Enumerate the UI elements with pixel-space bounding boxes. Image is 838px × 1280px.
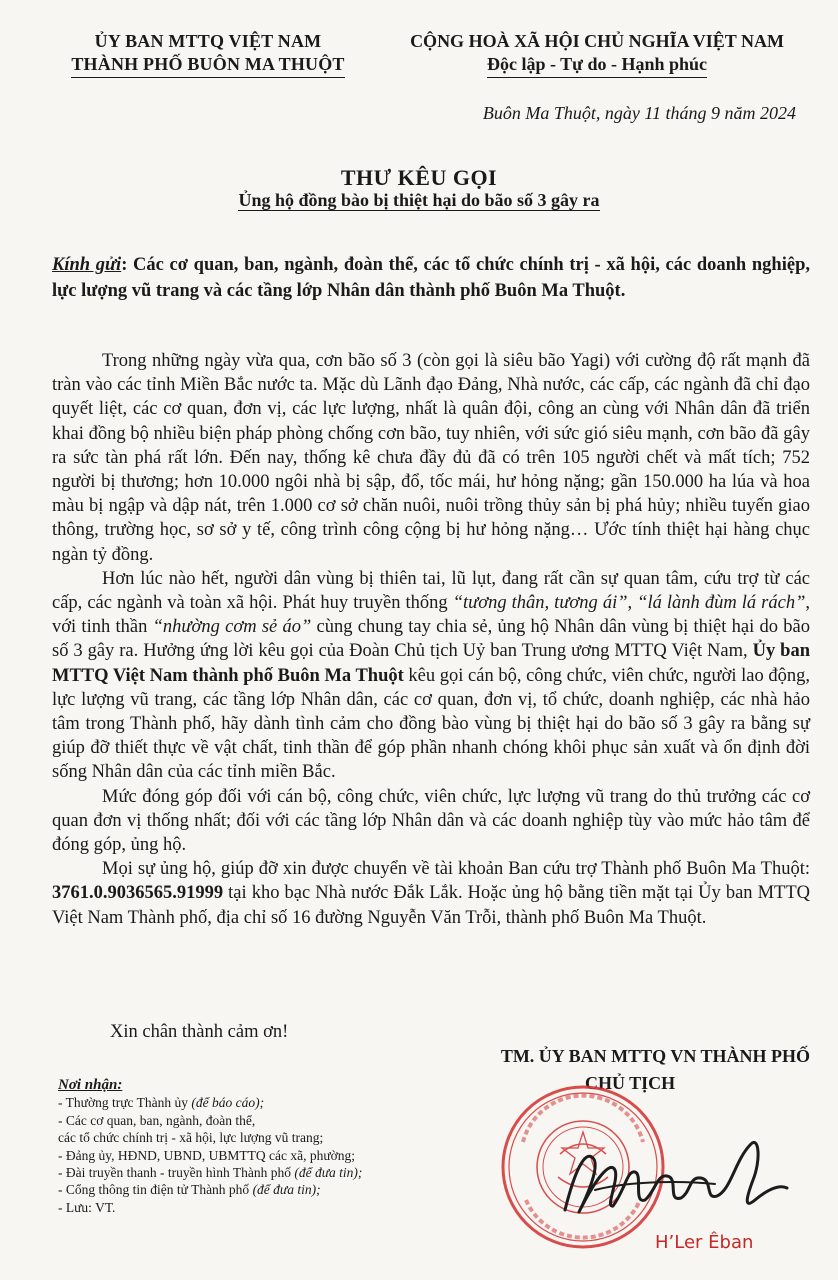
- paragraph-4: [52, 857, 810, 930]
- subtitle-text: Ủng hộ đồng bào bị thiệt hại do bão số 3 gây ra: [238, 190, 600, 210]
- signing-organization: TM. ỦY BAN MTTQ VN THÀNH PHỐ: [500, 1046, 810, 1066]
- handwritten-signature-icon: [555, 1130, 795, 1225]
- org-line-2: THÀNH PHỐ BUÔN MA THUỘT: [71, 53, 344, 78]
- nation-line-1: CỘNG HOÀ XÃ HỘI CHỦ NGHĨA VIỆT NAM: [410, 31, 784, 51]
- document-title: THƯ KÊU GỌI: [340, 165, 498, 190]
- recipient-item: [58, 1112, 478, 1129]
- recipient-item: [58, 1164, 478, 1181]
- recipient-text: - Cổng thông tin điện tử Thành phố: [58, 1182, 253, 1198]
- recipient-note: (để đưa tin);: [252, 1182, 321, 1198]
- p2-text-d: cùng chung tay chia sẻ, ủng hộ Nhân dân vùng bị thiệt hại do bão số 3 gây ra. Hưởng ứng lời kêu gọi của Đoàn Chủ tịch Uỷ ban Trung ương MTTQ Việt Nam,: [52, 617, 810, 662]
- recipient-note: (để đưa tin);: [294, 1165, 363, 1181]
- paragraph-1: Trong những ngày vừa qua, cơn bão số 3 (còn gọi là siêu bão Yagi) với cường độ rất mạnh đã tràn vào các tỉnh Miền Bắc nước ta. Mặc dù Lãnh đạo Đảng, Nhà nước, các cấp, các ngành đã chỉ đạo quyết liệt, các cơ quan, đơn vị, các lực lượng, nhất là quân đội, công an cùng với Nhân dân đã triển khai đồng bộ nhiều biện pháp phòng chống cơn bão, tuy nhiên, với sức gió siêu mạnh, cơn bão đã gây ra sức tàn phá rất lớn. Đến nay, thống kê chưa đầy đủ đã có trên 105 người chết và mất tích; 752 người bị thương; hơn 10.000 ngôi nhà bị sập, đổ, tốc mái, hư hỏng nặng; gần 150.000 ha lúa và hoa màu bị ngập và dập nát, trên 1.000 cơ sở chăn nuôi, nuôi trồng thủy sản bị phá hủy; nhiều tuyến giao thông, trường học, sơ sở y tế, công trình công cộng bị hư hỏng nặng… Ước tính thiệt hại hàng chục ngàn tỷ đồng.: [52, 351, 810, 565]
- greeting-label: Kính gửi: [52, 255, 122, 275]
- signer-title: CHỦ TỊCH: [585, 1073, 676, 1093]
- recipient-item: [58, 1181, 478, 1198]
- recipient-item: [58, 1199, 478, 1216]
- nation-motto: Độc lập - Tự do - Hạnh phúc: [487, 53, 707, 78]
- document-subtitle: [0, 190, 838, 211]
- paragraph-3: Mức đóng góp đối với cán bộ, công chức, viên chức, lực lượng vũ trang do thủ trưởng các cơ quan đơn vị thống nhất; đối với các tầng lớp Nhân dân và các doanh nghiệp tùy vào mức hảo tâm để đóng góp, ủng hộ.: [52, 786, 810, 856]
- recipient-text: các tổ chức chính trị - xã hội, lực lượng vũ trang;: [58, 1130, 324, 1146]
- signer-name: H’Ler Êban: [655, 1232, 754, 1253]
- p2-text-e: kêu gọi cán bộ, công chức, viên chức, người lao động, lực lượng vũ trang, các tầng lớp Nhân dân, các cơ quan, đơn vị, tổ chức, doanh nghiệp, các nhà hảo tâm trong Thành phố, hãy dành tình cảm cho đồng bào vùng bị thiệt hại do bão số 3 gây ra bằng sự giúp đỡ thiết thực về vật chất, tinh thần để góp phần nhanh chóng khôi phục sản xuất và ổn định đời sống Nhân dân của các tỉnh miền Bắc.: [52, 665, 810, 783]
- p4-text-b: tại kho bạc Nhà nước Đắk Lắk. Hoặc ủng hộ bằng tiền mặt tại Ủy ban MTTQ Việt Nam Thành phố, địa chỉ số 16 đường Nguyễn Văn Trỗi, thành phố Buôn Ma Thuột.: [52, 883, 810, 928]
- recipient-text: - Đảng ủy, HĐND, UBND, UBMTTQ các xã, phường;: [58, 1147, 356, 1163]
- p2-text-c: , với tinh thần: [52, 593, 810, 638]
- paragraph-2: [52, 567, 810, 785]
- recipient-item: [58, 1147, 478, 1164]
- recipient-item: [58, 1094, 478, 1111]
- p2-quote-3: “nhường cơm sẻ áo”: [152, 617, 312, 638]
- p4-text-a: Mọi sự ủng hộ, giúp đỡ xin được chuyển về tài khoản Ban cứu trợ Thành phố Buôn Ma Thuột:: [102, 859, 810, 880]
- recipient-item: [58, 1129, 478, 1146]
- recipients-label: Nơi nhận:: [58, 1077, 123, 1093]
- document-date: Buôn Ma Thuột, ngày 11 tháng 9 năm 2024: [482, 103, 796, 123]
- p2-organization: Ủy ban MTTQ Việt Nam thành phố Buôn Ma Thuột: [52, 641, 810, 686]
- greeting: [52, 252, 810, 304]
- issuing-organization: [38, 30, 378, 78]
- national-heading: [388, 30, 806, 78]
- greeting-text: : Các cơ quan, ban, ngành, đoàn thể, các tổ chức chính trị - xã hội, các doanh nghiệp, lực lượng vũ trang và các tầng lớp Nhân dân thành phố Buôn Ma Thuột.: [52, 255, 810, 301]
- recipient-text: - Các cơ quan, ban, ngành, đoàn thể,: [58, 1112, 256, 1128]
- p2-text-b: ,: [627, 593, 638, 614]
- letter-body: [52, 349, 810, 930]
- p2-text-a: Hơn lúc nào hết, người dân vùng bị thiên tai, lũ lụt, đang rất cần sự quan tâm, cứu trợ từ các cấp, các ngành và toàn xã hội. Phát huy truyền thống: [52, 568, 810, 614]
- org-line-1: ỦY BAN MTTQ VIỆT NAM: [94, 31, 322, 51]
- bank-account-number: 3761.0.9036565.91999: [52, 883, 224, 904]
- p2-quote-1: “tương thân, tương ái”: [452, 593, 628, 614]
- recipients-block: [58, 1077, 478, 1216]
- recipient-note: (để báo cáo);: [191, 1095, 265, 1111]
- recipient-text: - Đài truyền thanh - truyền hình Thành phố: [58, 1165, 295, 1181]
- closing-thanks: Xin chân thành cảm ơn!: [110, 1022, 289, 1042]
- recipient-text: - Thường trực Thành ủy: [58, 1095, 192, 1111]
- recipient-text: - Lưu: VT.: [58, 1199, 116, 1215]
- p2-quote-2: “lá lành đùm lá rách”: [637, 593, 806, 614]
